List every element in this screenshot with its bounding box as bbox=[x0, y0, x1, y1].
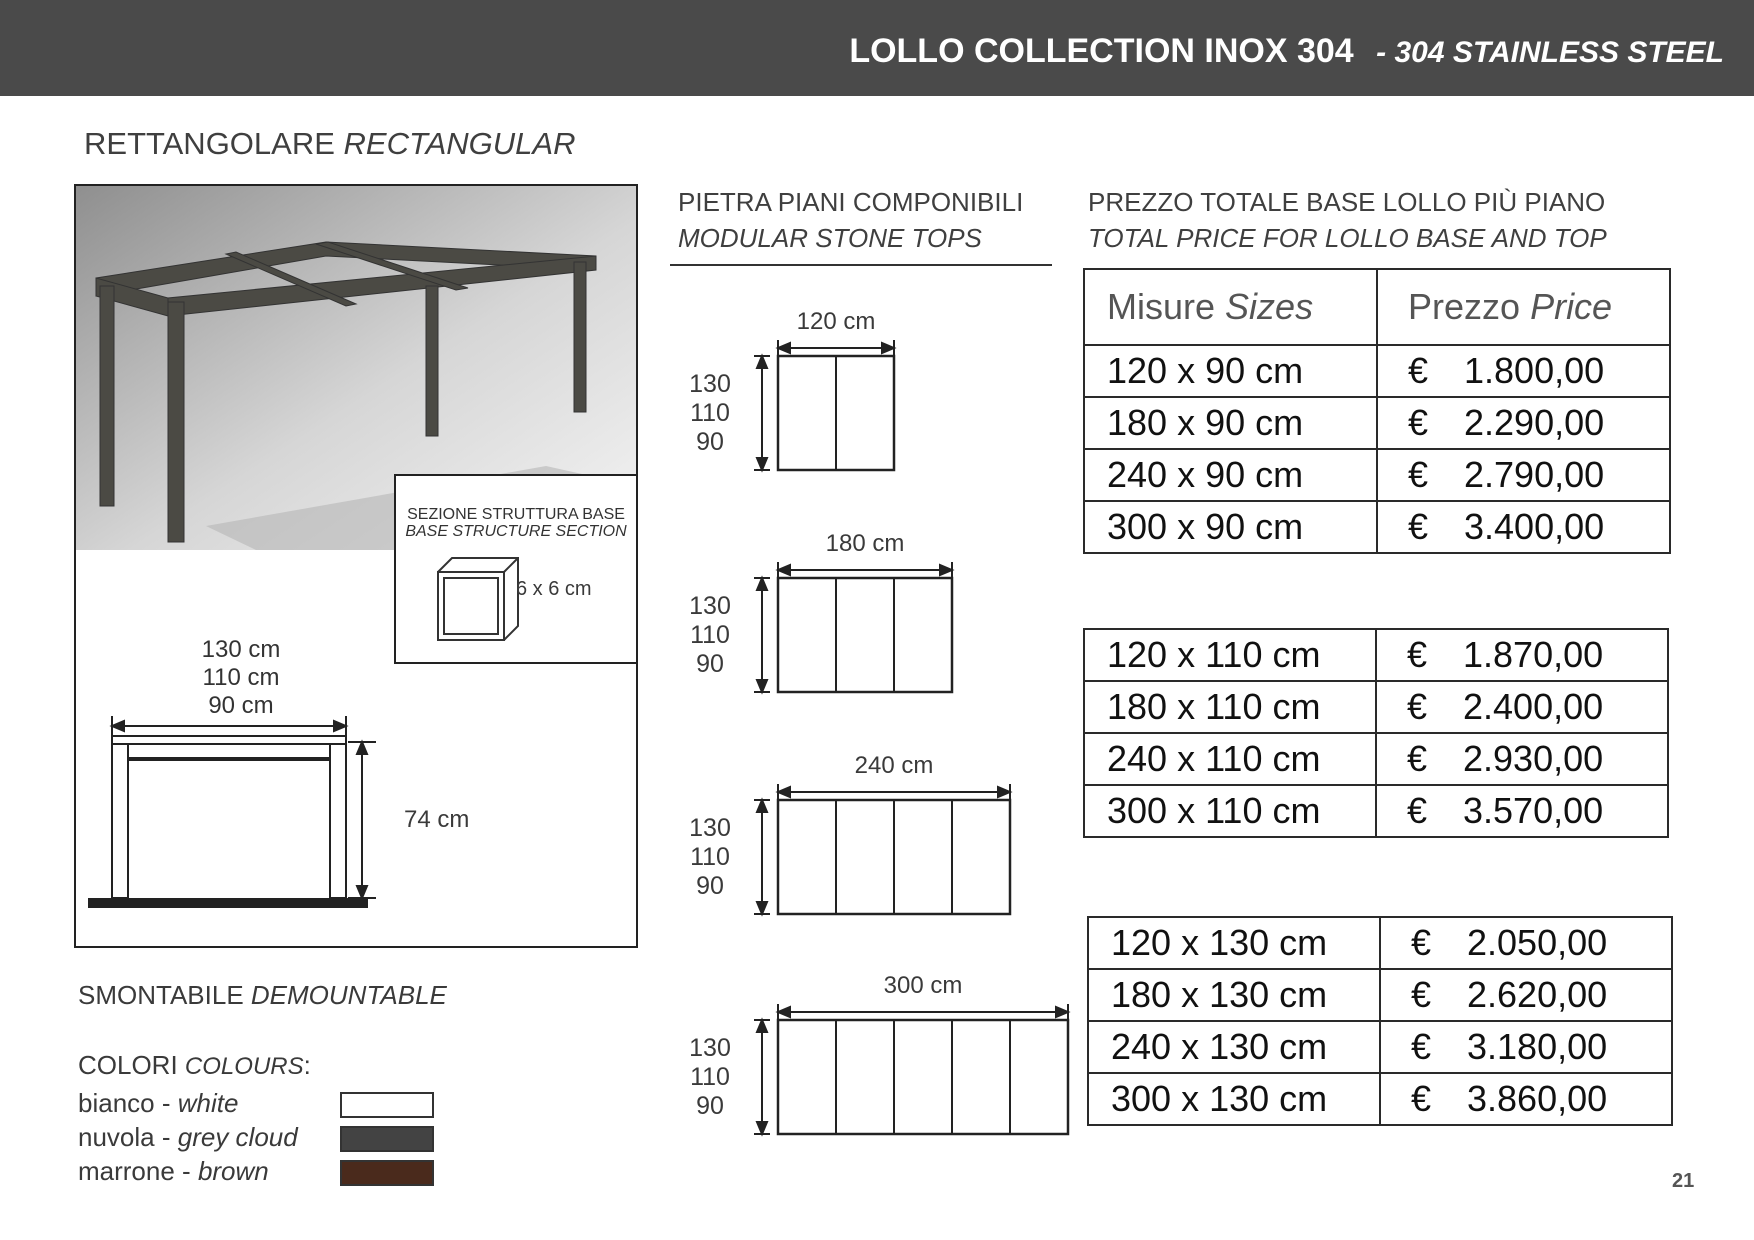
table-row bbox=[1084, 397, 1670, 449]
colour-name-en: brown bbox=[197, 1156, 269, 1186]
tops-title bbox=[678, 184, 1023, 256]
table-row bbox=[1084, 345, 1670, 397]
size-cell: 240 x 90 cm bbox=[1084, 449, 1377, 501]
colour-sep: - bbox=[174, 1156, 198, 1186]
price-value: 3.180,00 bbox=[1467, 1026, 1608, 1067]
table-row bbox=[1084, 733, 1668, 785]
colour-item bbox=[78, 1088, 238, 1119]
price-value: 2.930,00 bbox=[1463, 738, 1604, 779]
colour-name-it: marrone bbox=[78, 1156, 175, 1186]
table-row bbox=[1084, 785, 1668, 837]
demountable-en: DEMOUNTABLE bbox=[250, 980, 447, 1010]
size-cell: 120 x 110 cm bbox=[1084, 629, 1376, 681]
currency-symbol: € bbox=[1411, 974, 1432, 1015]
depth-option: 110 bbox=[690, 621, 730, 649]
inset-title-it: SEZIONE STRUTTURA BASE bbox=[407, 506, 625, 523]
price-value: 1.800,00 bbox=[1464, 350, 1605, 391]
depth-option: 90 bbox=[696, 428, 724, 456]
colour-item bbox=[78, 1156, 269, 1187]
size-cell: 120 x 90 cm bbox=[1084, 345, 1377, 397]
inset-title-en: BASE STRUCTURE SECTION bbox=[405, 523, 627, 540]
modular-top-drawing bbox=[748, 340, 924, 494]
width-option: 90 cm bbox=[208, 692, 274, 719]
depth-option: 90 bbox=[696, 872, 724, 900]
price-value: 2.620,00 bbox=[1467, 974, 1608, 1015]
price-cell bbox=[1377, 501, 1670, 553]
colour-sep: - bbox=[154, 1088, 178, 1118]
table-row bbox=[1084, 449, 1670, 501]
inset-title bbox=[396, 506, 636, 540]
colours-title-en: COLOURS bbox=[184, 1053, 304, 1080]
price-value: 2.790,00 bbox=[1464, 454, 1605, 495]
price-cell bbox=[1380, 969, 1672, 1021]
top-depth-options bbox=[680, 1034, 740, 1121]
sizes-header-it: Misure bbox=[1107, 286, 1216, 327]
top-length-label: 120 cm bbox=[796, 308, 876, 335]
top-depth-options bbox=[680, 370, 740, 457]
depth-option: 90 bbox=[696, 650, 724, 678]
price-table-110 bbox=[1083, 628, 1669, 838]
colour-name-en: white bbox=[177, 1088, 239, 1118]
table-row bbox=[1088, 1073, 1672, 1125]
price-cell bbox=[1376, 629, 1668, 681]
top-length-label: 180 cm bbox=[825, 530, 905, 557]
header-title bbox=[849, 32, 1724, 71]
table-row bbox=[1088, 917, 1672, 969]
price-value: 1.870,00 bbox=[1463, 634, 1604, 675]
price-cell bbox=[1380, 917, 1672, 969]
depth-option: 130 bbox=[689, 1034, 731, 1062]
size-cell: 300 x 130 cm bbox=[1088, 1073, 1380, 1125]
size-cell: 180 x 90 cm bbox=[1084, 397, 1377, 449]
price-value: 3.860,00 bbox=[1467, 1078, 1608, 1119]
price-rows-110 bbox=[1084, 629, 1668, 837]
depth-option: 110 bbox=[690, 1063, 730, 1091]
currency-symbol: € bbox=[1408, 506, 1429, 547]
size-cell: 240 x 130 cm bbox=[1088, 1021, 1380, 1073]
currency-symbol: € bbox=[1407, 634, 1428, 675]
depth-option: 130 bbox=[689, 814, 731, 842]
modular-top-drawing bbox=[748, 784, 1040, 938]
top-depth-options bbox=[680, 814, 740, 901]
depth-option: 130 bbox=[689, 592, 731, 620]
section-title-en: RECTANGULAR bbox=[343, 126, 576, 161]
price-table-130 bbox=[1087, 916, 1673, 1126]
currency-symbol: € bbox=[1407, 790, 1428, 831]
front-elevation-drawing bbox=[86, 706, 406, 936]
modular-top-drawing bbox=[748, 562, 982, 716]
currency-symbol: € bbox=[1407, 738, 1428, 779]
price-header-it: Prezzo bbox=[1408, 286, 1521, 327]
price-table-90 bbox=[1083, 268, 1671, 554]
currency-symbol: € bbox=[1407, 686, 1428, 727]
collection-title: LOLLO COLLECTION INOX 304 bbox=[849, 32, 1354, 70]
depth-option: 130 bbox=[689, 370, 731, 398]
table-row bbox=[1084, 629, 1668, 681]
price-cell bbox=[1377, 397, 1670, 449]
table-row bbox=[1088, 969, 1672, 1021]
prices-title-it: PREZZO TOTALE BASE LOLLO PIÙ PIANO bbox=[1088, 187, 1606, 217]
currency-symbol: € bbox=[1411, 922, 1432, 963]
colour-sep: - bbox=[154, 1122, 178, 1152]
sizes-header bbox=[1084, 269, 1377, 345]
section-title bbox=[84, 126, 576, 162]
top-length-label: 300 cm bbox=[883, 972, 963, 999]
currency-symbol: € bbox=[1408, 454, 1429, 495]
section-inset bbox=[394, 474, 638, 664]
tops-title-it: PIETRA PIANI COMPONIBILI bbox=[678, 187, 1024, 217]
colours-title bbox=[78, 1050, 311, 1081]
price-cell bbox=[1376, 785, 1668, 837]
price-value: 2.400,00 bbox=[1463, 686, 1604, 727]
width-option: 110 cm bbox=[202, 664, 280, 691]
demountable-it: SMONTABILE bbox=[78, 980, 244, 1010]
tops-title-divider bbox=[670, 264, 1052, 266]
size-cell: 240 x 110 cm bbox=[1084, 733, 1376, 785]
price-cell bbox=[1377, 345, 1670, 397]
price-header-en: Price bbox=[1530, 286, 1613, 327]
price-value: 2.290,00 bbox=[1464, 402, 1605, 443]
price-table-header bbox=[1084, 269, 1670, 345]
page-number: 21 bbox=[1672, 1170, 1695, 1192]
header-bar bbox=[0, 0, 1754, 96]
depth-option: 110 bbox=[690, 843, 730, 871]
price-cell bbox=[1376, 681, 1668, 733]
colour-swatch-grey-cloud[interactable] bbox=[340, 1126, 434, 1152]
currency-symbol: € bbox=[1411, 1078, 1432, 1119]
colour-swatch-brown[interactable] bbox=[340, 1160, 434, 1186]
top-depth-options bbox=[680, 592, 740, 679]
tops-title-en: MODULAR STONE TOPS bbox=[678, 223, 982, 253]
top-length-label: 240 cm bbox=[854, 752, 934, 779]
table-row bbox=[1084, 501, 1670, 553]
size-cell: 180 x 130 cm bbox=[1088, 969, 1380, 1021]
colour-name-en: grey cloud bbox=[177, 1122, 298, 1152]
colour-item bbox=[78, 1122, 298, 1153]
price-cell bbox=[1380, 1021, 1672, 1073]
price-cell bbox=[1377, 449, 1670, 501]
price-value: 2.050,00 bbox=[1467, 922, 1608, 963]
colour-swatch-white[interactable] bbox=[340, 1092, 434, 1118]
width-option: 130 cm bbox=[201, 636, 281, 663]
currency-symbol: € bbox=[1408, 402, 1429, 443]
size-cell: 180 x 110 cm bbox=[1084, 681, 1376, 733]
colour-name-it: bianco bbox=[78, 1088, 155, 1118]
colours-title-it: COLORI bbox=[78, 1050, 178, 1080]
price-value: 3.400,00 bbox=[1464, 506, 1605, 547]
product-panel bbox=[74, 184, 638, 948]
table-row bbox=[1084, 681, 1668, 733]
sizes-header-en: Sizes bbox=[1225, 286, 1314, 327]
currency-symbol: € bbox=[1411, 1026, 1432, 1067]
size-cell: 300 x 110 cm bbox=[1084, 785, 1376, 837]
price-cell bbox=[1380, 1073, 1672, 1125]
size-cell: 300 x 90 cm bbox=[1084, 501, 1377, 553]
price-rows-90 bbox=[1084, 345, 1670, 553]
price-rows-130 bbox=[1088, 917, 1672, 1125]
height-label: 74 cm bbox=[404, 806, 470, 833]
price-cell bbox=[1376, 733, 1668, 785]
demountable-label bbox=[78, 980, 447, 1011]
modular-top-drawing bbox=[748, 1004, 1098, 1158]
colour-name-it: nuvola bbox=[78, 1122, 155, 1152]
size-cell: 120 x 130 cm bbox=[1088, 917, 1380, 969]
section-size: 6 x 6 cm bbox=[516, 578, 592, 600]
collection-subtitle: - 304 STAINLESS STEEL bbox=[1376, 36, 1724, 69]
prices-title-en: TOTAL PRICE FOR LOLLO BASE AND TOP bbox=[1088, 223, 1607, 253]
prices-title bbox=[1088, 184, 1607, 256]
price-value: 3.570,00 bbox=[1463, 790, 1604, 831]
tube-section-drawing bbox=[434, 556, 534, 656]
section-title-it: RETTANGOLARE bbox=[84, 126, 335, 161]
depth-option: 110 bbox=[690, 399, 730, 427]
table-row bbox=[1088, 1021, 1672, 1073]
currency-symbol: € bbox=[1408, 350, 1429, 391]
depth-option: 90 bbox=[696, 1092, 724, 1120]
colours-colon: : bbox=[303, 1050, 311, 1080]
price-header bbox=[1377, 269, 1670, 345]
